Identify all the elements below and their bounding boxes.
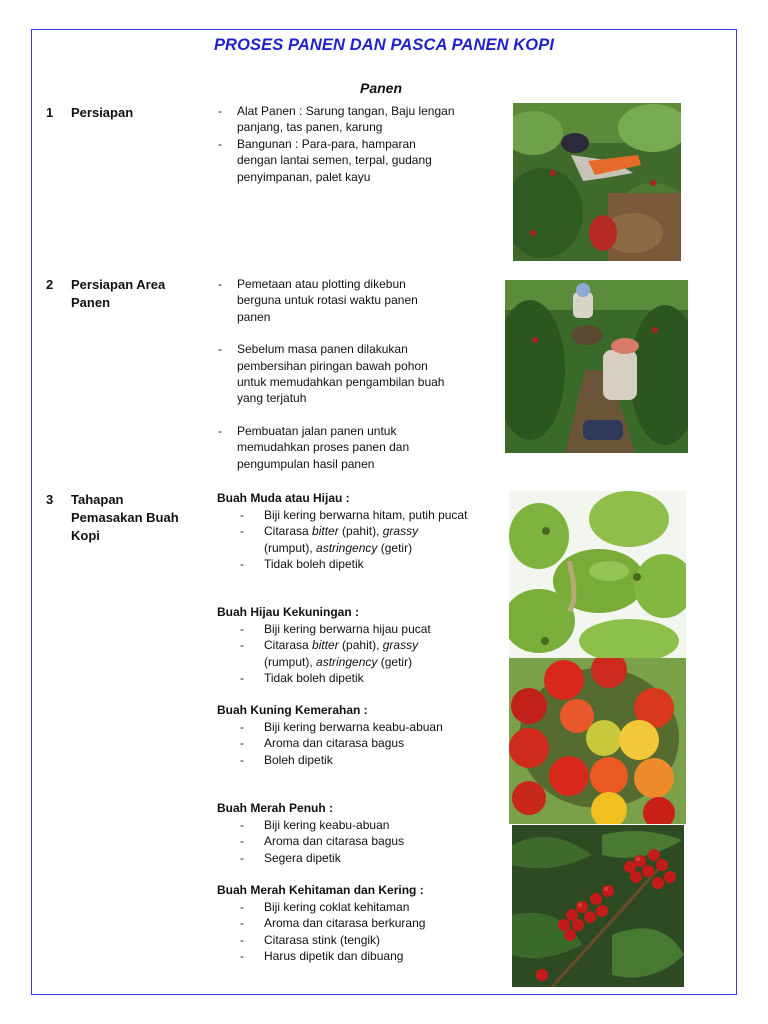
list-item: - Citarasa stink (tengik) <box>240 932 470 948</box>
category-title: Buah Kuning Kemerahan : <box>217 703 368 717</box>
category-title: Buah Muda atau Hijau : <box>217 491 350 505</box>
list-item: - Citarasa bitter (pahit), grassy (rumput), astringency (getir) <box>240 637 470 670</box>
list-item: - Aroma dan citarasa bagus <box>240 735 450 751</box>
ripening-cherries-photo <box>509 658 686 824</box>
section-number: 3 <box>46 492 54 507</box>
list-item: - Boleh dipetik <box>240 752 450 768</box>
section-heading: Persiapan <box>71 105 134 120</box>
list-item: - Biji kering berwarna keabu-abuan <box>240 719 450 735</box>
list-item: - Harus dipetik dan dibuang <box>240 948 470 964</box>
category-title: Buah Merah Penuh : <box>217 801 334 815</box>
list-item: - Alat Panen : Sarung tangan, Baju lengan panjang, tas panen, karung <box>218 103 458 136</box>
list-item: - Tidak boleh dipetik <box>240 556 470 572</box>
list-item: - Sebelum masa panen dilakukan pembersihan piringan bawah pohon untuk memudahkan pengambilan buah yang terjatuh <box>218 341 450 407</box>
page-title: PROSES PANEN DAN PASCA PANEN KOPI <box>213 36 555 54</box>
category-list <box>240 719 450 768</box>
section-number: 2 <box>46 277 54 292</box>
section-1-list <box>218 103 458 185</box>
list-item: - Biji kering coklat kehitaman <box>240 899 470 915</box>
list-item: - Pembuatan jalan panen untuk memudahkan proses panen dan pengumpulan hasil panen <box>218 423 450 472</box>
section-subtitle: Panen <box>360 80 403 96</box>
list-item: - Aroma dan citarasa bagus <box>240 833 470 849</box>
red-cherries-photo <box>512 825 684 987</box>
list-item: - Biji kering keabu-abuan <box>240 817 470 833</box>
harvest-worker-photo <box>513 103 681 261</box>
category-list <box>240 899 470 965</box>
section-heading: Tahapan Pemasakan Buah Kopi <box>71 492 179 543</box>
plantation-workers-photo <box>505 280 688 453</box>
category-title: Buah Merah Kehitaman dan Kering : <box>217 883 424 897</box>
list-item: - Segera dipetik <box>240 850 470 866</box>
list-item: - Tidak boleh dipetik <box>240 670 470 686</box>
section-2-list <box>218 276 450 472</box>
list-item: - Citarasa bitter (pahit), grassy (rumput), astringency (getir) <box>240 523 470 556</box>
green-cherries-photo <box>509 491 686 658</box>
list-item: - Biji kering berwarna hijau pucat <box>240 621 470 637</box>
category-title: Buah Hijau Kekuningan : <box>217 605 360 619</box>
section-number: 1 <box>46 105 54 120</box>
category-list <box>240 507 470 573</box>
list-item: - Biji kering berwarna hitam, putih pucat <box>240 507 470 523</box>
list-item: - Bangunan : Para-para, hamparan dengan lantai semen, terpal, gudang penyimpanan, palet kayu <box>218 136 458 185</box>
list-item: - Aroma dan citarasa berkurang <box>240 915 470 931</box>
category-list <box>240 817 470 866</box>
category-list <box>240 621 470 687</box>
list-item: - Pemetaan atau plotting dikebun berguna untuk rotasi waktu panen panen <box>218 276 450 325</box>
section-heading: Persiapan Area Panen <box>71 277 166 310</box>
